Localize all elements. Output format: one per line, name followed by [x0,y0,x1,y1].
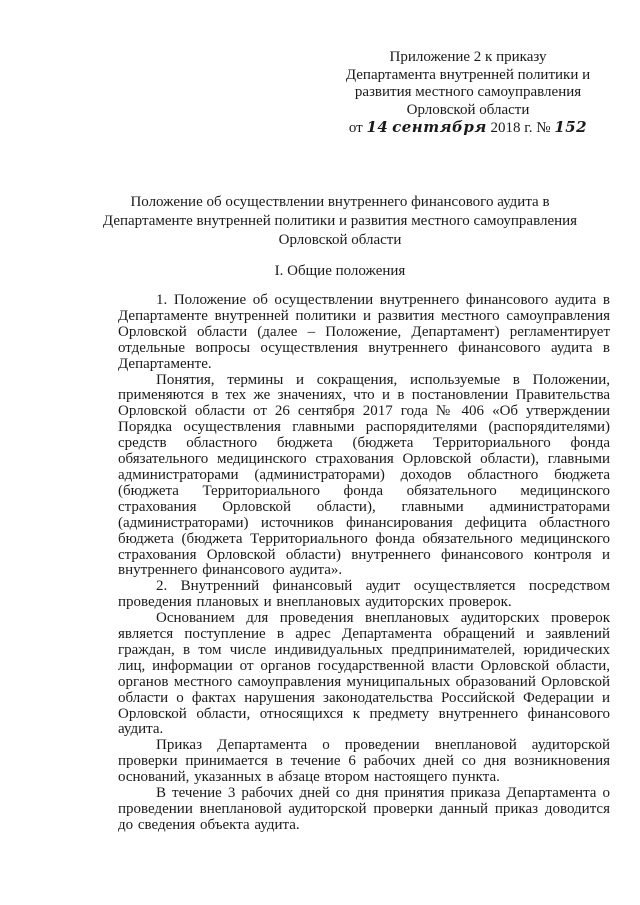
header-line: Департамента внутренней политики и [345,66,591,83]
paragraph: Приказ Департамента о проведении внеплановой аудиторской проверки принимается в течение 6 рабочих дней со дня возникновения оснований, указанных в абзаце втором настоящего пункта. [118,737,610,786]
paragraph: 2. Внутренний финансовый аудит осуществляется посредством проведения плановых и внеплановых аудиторских проверок. [118,578,610,611]
date-prefix: от [348,120,363,136]
paragraph: Понятия, термины и сокращения, используемые в Положении, применяются в тех же значениях, что и в постановлении Правительства Орловской области от 26 сентября 2017 года № 406 «Об утверждении Порядка осуществления главными распорядителями (распорядителями) средств областного бюджета (бюджета Территориального фонда обязательного медицинского страхования Орловской области), главными администраторами (администраторами) доходов областного бюджета (бюджета Территориального фонда обязательного медицинского страхования Орловской области), главными администраторами (администраторами) источников финансирования дефицита областного бюджета (бюджета Территориального фонда обязательного медицинского страхования Орловской области) внутреннего финансового контроля и внутреннего финансового аудита». [118,371,610,579]
header-line: Орловской области [406,101,530,118]
header-line: Приложение 2 к приказу [389,49,547,65]
date-year: 2018 г. № [490,120,551,136]
section-title: I. Общие положения [274,263,406,279]
paragraph: 1. Положение об осуществлении внутреннего финансового аудита в Департаменте внутренней политики и развития местного самоуправления Орловской области (далее – Положение, Департамент) регламентирует отдельные вопросы осуществления внутреннего финансового аудита в Департаменте. [118,292,610,372]
header-date-line [318,119,618,138]
document-body [118,293,610,834]
handwritten-doc-number: 152 [554,118,588,136]
title-line: Положение об осуществлении внутреннего финансового аудита в [130,194,550,210]
title-line: Департаменте внутренней политики и развития местного самоуправления [102,213,578,229]
handwritten-month: сентября [392,118,487,136]
paragraph: Основанием для проведения внеплановых аудиторских проверок является поступление в адрес Департамента обращений и заявлений граждан, в том числе индивидуальных предпринимателей, юридических лиц, информации от органов государственной власти Орловской области, органов местного самоуправления муниципальных образований Орловской области о фактах нарушения законодательства Российской Федерации и Орловской области, относящихся к предмету внутреннего финансового аудита. [118,610,610,738]
handwritten-day: 14 [366,118,389,136]
document-title [60,193,620,250]
document-header [318,49,618,138]
title-line: Орловской области [278,232,402,248]
header-line: развития местного самоуправления [354,84,582,100]
paragraph: В течение 3 рабочих дней со дня принятия приказа Департамента о проведении внеплановой аудиторской проверки данный приказ доводится до сведения объекта аудита. [118,785,610,833]
